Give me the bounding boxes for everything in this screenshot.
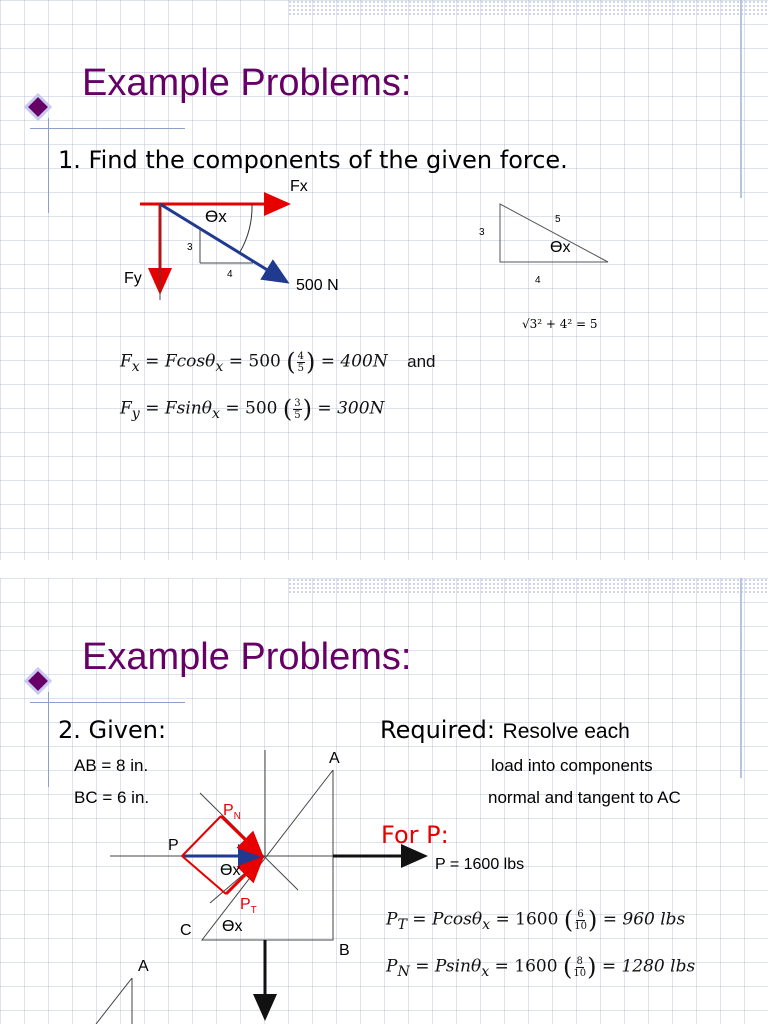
force-magnitude-label: 500 N [296,277,339,294]
side-3-label: 3 [187,242,193,253]
required-heading: Required: Resolve each [380,716,630,744]
point-p-label: P [168,837,179,854]
for-p-heading: For P: [381,821,449,849]
equation-fy: $F_y = Fsin\theta_x = 500$ ( $\frac{3}{5}$ ) = 300N [120,395,385,423]
required-line-3: normal and tangent to AC [488,788,681,807]
tri-side-5-label: 5 [555,214,561,225]
point-c-label: C [180,922,192,939]
theta-label: ϴx [205,207,227,226]
point-b-label: B [339,942,350,959]
tri-side-3-label: 3 [479,227,485,238]
slide-title: Example Problems: [82,636,412,678]
theta-label-1: ϴx [220,862,241,879]
p-value: P = 1600 lbs [435,856,525,873]
fx-label: Fx [290,178,308,195]
side-4-label: 4 [227,269,233,280]
equation-pt: $P_T = Pcos\theta_x = 1600$ ( $\frac{6}{10}$ ) = 960 lbs [386,906,686,934]
fy-label: Fy [124,270,142,287]
required-line-2: load into components [491,756,653,775]
second-triangle-hyp [96,978,132,1024]
slide-2 [0,578,768,1024]
given-bc: BC = 6 in. [74,788,150,807]
theta-arc [240,204,252,252]
given-ab: AB = 8 in. [74,756,149,775]
given-heading: 2. Given: [58,716,167,744]
point-a2-label: A [138,958,149,975]
equation-fx: $F_x = Fcos\theta_x = 500$ ( $\frac{4}{5}$ ) = 400N and [120,348,436,376]
slide-title: Example Problems: [82,62,412,104]
theta-label-2: ϴx [222,918,243,935]
equation-pn: $P_N = Psin\theta_x = 1600$ ( $\frac{8}{10}$ ) = 1280 lbs [386,953,696,981]
pt-label: $P_T$ [240,896,257,917]
pn-label: $P_N$ [223,802,241,823]
point-a-label: A [329,750,340,767]
tri-theta-label: ϴx [550,239,571,256]
pythagorean-equation: √3² + 4² = 5 [522,317,598,331]
problem-statement: 1. Find the components of the given force. [58,146,568,174]
pn-parallel [182,816,221,856]
tri-side-4-label: 4 [535,275,541,286]
